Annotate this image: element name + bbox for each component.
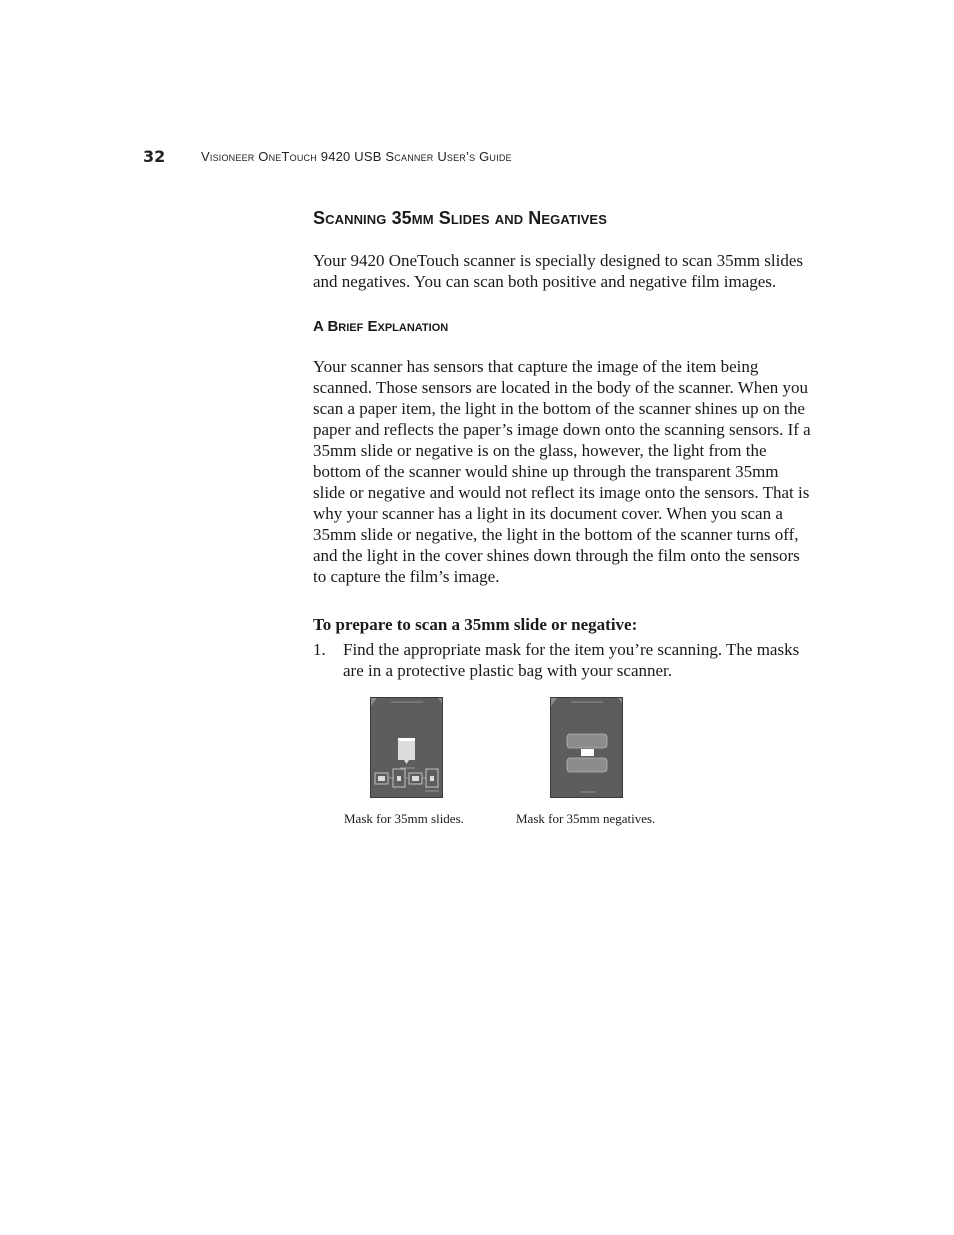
step-text: Find the appropriate mask for the item you’re scanning. The masks are in a protective plastic bag with your scanner.: [343, 640, 800, 680]
negatives-mask-drawing: [551, 698, 623, 798]
slides-mask-caption: Mask for 35mm slides.: [344, 811, 464, 826]
intro-paragraph: Your 9420 OneTouch scanner is specially designed to scan 35mm slides and negatives. You can scan both positive and negative film images.: [313, 251, 804, 291]
procedure-title: To prepare to scan a 35mm slide or negative:: [313, 615, 638, 634]
running-header: Visioneer OneTouch 9420 USB Scanner User’s Guide: [201, 149, 512, 164]
slides-mask-drawing: [371, 698, 443, 798]
negatives-mask-image: [550, 697, 623, 798]
step-number: 1.: [313, 640, 326, 659]
slides-mask-image: [370, 697, 443, 798]
subsection-title: A Brief Explanation: [313, 318, 449, 335]
explanation-paragraph: Your scanner has sensors that capture the image of the item being scanned. Those sensors are located in the body of the scanner. When you scan a paper item, the light in the bottom of the scanner shines up on the paper and reflects the paper’s image down onto the scanning sensors. If a 35mm slide or negative is on the glass, however, the light from the bottom of the scanner would shine up through the transparent 35mm slide or negative and would not reflect its image onto the sensors. That is why your scanner has a light in its document cover. When you scan a 35mm slide or negative, the light in the bottom of the scanner turns off, and the light in the cover shines down through the film onto the sensors to capture the film’s image.: [313, 357, 811, 586]
section-title: Scanning 35mm Slides and Negatives: [313, 208, 607, 228]
negatives-mask-caption: Mask for 35mm negatives.: [516, 811, 656, 826]
page-number: 32: [143, 147, 166, 166]
